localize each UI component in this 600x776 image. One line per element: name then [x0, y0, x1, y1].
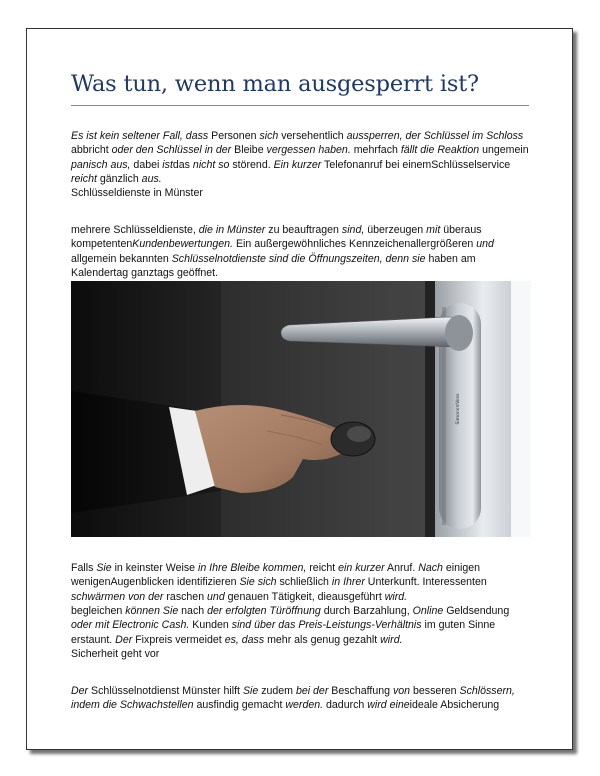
text-run: abbricht — [71, 144, 112, 157]
text-run: einigen wenigenAugenblicken identifizieren — [71, 562, 481, 589]
text-run: Fixpreis vermeidet — [132, 633, 225, 646]
text-run: Sie — [242, 685, 259, 697]
text-run: mehrere Schlüsseldienste, — [71, 224, 199, 236]
text-run: Geldsendung — [443, 605, 510, 617]
text-run: Unterkunft. Interessenten — [364, 576, 487, 589]
text-run: schließlich — [276, 576, 332, 589]
text-run: Kundenbewertungen. — [132, 238, 233, 251]
text-run: und — [207, 590, 225, 603]
text-run: raschen — [163, 590, 208, 603]
text-run: sind, — [341, 224, 365, 236]
door-handle-photo — [71, 281, 531, 537]
text-run: Schlüsselnotdienste sind die Öffnungszeiten, denn sie — [171, 252, 426, 265]
text-run: es, dass — [224, 633, 265, 646]
text-run: ist — [162, 158, 173, 171]
text-run: oder mit Electronic Cash. — [71, 619, 190, 632]
text-run: in Ihre Bleibe kommen, — [197, 562, 307, 574]
text-run: Schlüsselnotdienst Münster hilft — [88, 685, 243, 697]
text-run: nach — [178, 605, 208, 617]
text-run: allgemein bekannten — [71, 252, 172, 265]
text-run: Es ist kein seltener Fall, dass — [71, 130, 209, 142]
text-run: reicht — [306, 562, 339, 574]
title-divider — [71, 105, 529, 106]
text-run: reicht — [71, 172, 97, 185]
text-run: schwärmen von der — [71, 590, 164, 603]
text-run: Anruf. — [384, 562, 419, 574]
text-run: in keinster Weise — [111, 562, 198, 574]
text-run: zudem — [258, 685, 296, 697]
text-run: Kunden — [189, 619, 232, 632]
text-run: fällt die Reaktion — [400, 144, 480, 157]
text-run: störend. — [229, 158, 274, 171]
lock-brand-label: Simons≡Voss — [456, 393, 461, 425]
text-run: mehrfach — [350, 144, 401, 157]
text-run: Ein außergewöhnliches Kennzeichenallergrößeren — [233, 238, 477, 251]
text-run: ideale Absicherung — [409, 699, 500, 712]
text-run: Der — [115, 633, 133, 646]
text-run: überaus kompetenten — [71, 224, 482, 251]
text-run: Beschaffung — [328, 685, 393, 697]
text-run: versehentlich — [278, 130, 347, 142]
text-run: ungemein — [479, 144, 529, 157]
text-run: mehr als genug gezahlt — [264, 633, 381, 646]
text-run: besseren — [410, 685, 460, 697]
text-run: werden. — [285, 699, 324, 712]
text-run: zu beauftragen — [265, 224, 342, 236]
text-run: im guten Sinne erstaunt. — [71, 619, 496, 646]
text-run: sind über das Preis-Leistungs-Verhältnis — [231, 619, 422, 632]
security-paragraph — [71, 684, 531, 713]
payment-paragraph — [71, 604, 531, 647]
text-run: Ein kurzer — [273, 158, 322, 171]
services-paragraph — [71, 223, 531, 280]
text-run: Sie sich — [239, 576, 277, 589]
security-subheading: Sicherheit geht vor — [71, 648, 160, 660]
text-run: aus. — [141, 172, 162, 185]
text-run: von — [392, 685, 411, 697]
text-run: wird. — [384, 590, 408, 603]
text-run: bei der — [295, 685, 329, 697]
intro-subheading: Schlüsseldienste in Münster — [71, 187, 203, 199]
page-title: Was tun, wenn man ausgesperrt ist? — [71, 71, 479, 97]
text-run: ausfindig gemacht — [193, 699, 286, 712]
intro-paragraph — [71, 129, 531, 186]
text-run: Bleibe — [231, 144, 267, 157]
text-run: Falls — [71, 562, 97, 574]
text-run: durch Barzahlung, — [320, 605, 413, 617]
text-run: Personen — [208, 130, 260, 142]
text-run: wird. — [380, 633, 403, 646]
text-run: nicht so — [192, 158, 230, 171]
text-run: gänzlich — [96, 172, 142, 185]
text-run: haben am Kalendertag ganztags geöffnet. — [71, 252, 476, 279]
text-run: genauen Tätigkeit, dieausgeführt — [224, 590, 385, 603]
text-run: begleichen — [71, 605, 126, 617]
text-run: Online — [412, 605, 444, 617]
text-run: Nach — [418, 562, 443, 574]
text-run: in Ihrer — [331, 576, 365, 589]
text-run: der erfolgten Türöffnung — [207, 605, 321, 617]
text-run: überzeugen — [364, 224, 427, 236]
text-run: dabei — [130, 158, 163, 171]
text-run: das — [172, 158, 193, 171]
text-run: können Sie — [125, 605, 179, 617]
text-run: Telefonanruf bei einemSchlüsselservice — [321, 158, 511, 171]
document-page — [26, 28, 573, 750]
text-run: vergessen haben. — [266, 144, 351, 157]
text-run: aussperren, der Schlüssel im Schloss — [346, 130, 524, 142]
text-run: Schlössern, indem die Schwachstellen — [71, 685, 515, 712]
process-paragraph — [71, 561, 531, 604]
text-run: ein kurzer — [338, 562, 385, 574]
text-run: wird eine — [367, 699, 410, 712]
text-run: und — [476, 238, 494, 251]
text-run: die in Münster — [198, 224, 266, 236]
text-run: Sie — [96, 562, 112, 574]
text-run: oder den Schlüssel in der — [111, 144, 232, 157]
text-run: sich — [259, 130, 279, 142]
text-run: dadurch — [323, 699, 368, 712]
text-run: Der — [71, 685, 89, 697]
text-run: mit — [426, 224, 441, 236]
text-run: panisch aus, — [71, 158, 131, 171]
